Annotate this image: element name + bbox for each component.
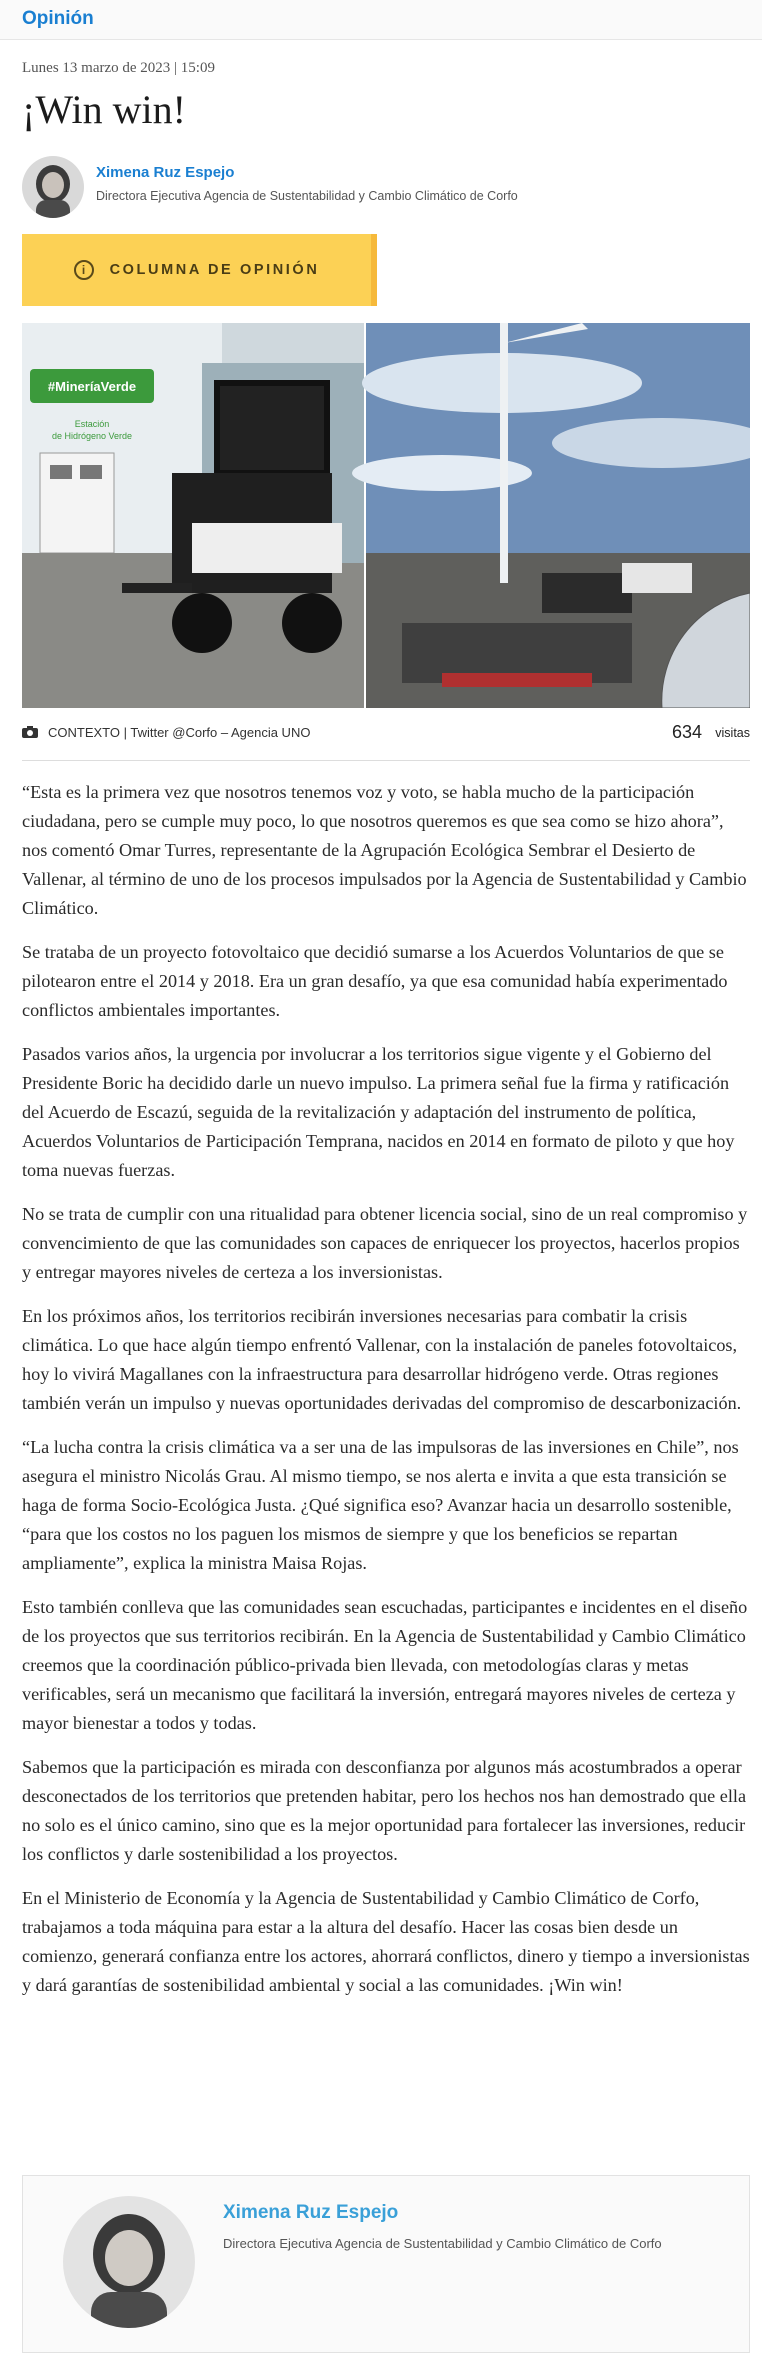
author-name-link[interactable]: Ximena Ruz Espejo — [96, 164, 235, 181]
author-card — [22, 2175, 750, 2353]
author-avatar[interactable] — [22, 156, 84, 218]
article-body — [22, 778, 750, 2015]
author-card-role: Directora Ejecutiva Agencia de Sustentabilidad y Cambio Climático de Corfo — [223, 2236, 662, 2251]
article-date: Lunes 13 marzo de 2023 | 15:09 — [22, 60, 215, 76]
paragraph: No se trata de cumplir con una ritualidad para obtener licencia social, sino de un real compromiso y convencimiento de que las comunidades son capaces de enriquecer los proyectos, hacerlos propios y entregar mayores niveles de certeza a los inversionistas. — [22, 1204, 748, 1282]
article-title: ¡Win win! — [22, 87, 186, 132]
visits-label: visitas — [715, 726, 750, 740]
author-byline — [22, 156, 742, 218]
divider — [22, 760, 750, 761]
info-icon: i — [74, 260, 94, 280]
opinion-badge-label: COLUMNA DE OPINIÓN — [109, 262, 320, 278]
paragraph: En los próximos años, los territorios recibirán inversiones necesarias para combatir la crisis climática. Lo que hace algún tiempo enfrentó Vallenar, con la instalación de paneles fotovoltaicos, hoy lo vivirá Magallanes con la infraestructura para desarrollar hidrógeno verde. Otras regiones también verán un impulso y nuevas oportunidades derivadas del compromiso de descarbonización. — [22, 1306, 742, 1413]
photo-caption-row — [22, 720, 750, 750]
paragraph: Esto también conlleva que las comunidades sean escuchadas, participantes e incidentes en el diseño de los proyectos que sus territorios recibirán. En la Agencia de Sustentabilidad y Cambio Climático creemos que la coordinación público-privada bien llevada, con metodologías claras y metas verificables, será un mecanismo que facilitará la inversión, entregará mayores niveles de certeza y mayor bienestar a todos y todas. — [22, 1597, 748, 1733]
visits-count: 634 — [671, 722, 702, 742]
author-role: Directora Ejecutiva Agencia de Sustentabilidad y Cambio Climático de Corfo — [96, 189, 518, 203]
author-card-name-link[interactable]: Ximena Ruz Espejo — [223, 2202, 399, 2223]
opinion-badge — [22, 234, 377, 306]
paragraph: Se trataba de un proyecto fotovoltaico que decidió sumarse a los Acuerdos Voluntarios de que se pilotearon entre el 2014 y 2018. Era un gran desafío, ya que esa comunidad había experimentado conflictos ambientales importantes. — [22, 942, 728, 1020]
paragraph: “La lucha contra la crisis climática va a ser una de las impulsoras de las inversiones en Chile”, nos asegura el ministro Nicolás Grau. Al mismo tiempo, se nos alerta e invita a que esta transición se haga de forma Socio-Ecológica Justa. ¿Qué significa eso? Avanzar hacia un desarrollo sostenible, “para que los costos no los paguen los mismos de siempre y que los beneficios se repartan ampliamente”, explica la ministra Maisa Rojas. — [22, 1437, 739, 1573]
author-card-avatar[interactable] — [63, 2196, 195, 2328]
paragraph: Pasados varios años, la urgencia por involucrar a los territorios sigue vigente y el Gobierno del Presidente Boric ha decidido darle un nuevo impulso. La primera señal fue la firma y ratificación del Acuerdo de Escazú, seguida de la revitalización y adaptación del instrumento de política, Acuerdos Voluntarios de Participación Temprana, nacidos en 2014 en formato de piloto y que hoy toma nuevas fuerzas. — [22, 1044, 735, 1180]
photo-caption: CONTEXTO | Twitter @Corfo – Agencia UNO — [48, 725, 311, 740]
photo-sign-subtitle-2: de Hidrógeno Verde — [51, 431, 133, 441]
section-link-opinion[interactable]: Opinión — [22, 8, 94, 29]
paragraph: En el Ministerio de Economía y la Agencia de Sustentabilidad y Cambio Climático de Corfo, trabajamos a toda máquina para estar a la altura del desafío. Hacer las cosas bien desde un comienzo, generará confianza entre los actores, ahorrará conflictos, dinero y tiempo a inversionistas y dará garantías de sostenibilidad ambiental y social a las comunidades. ¡Win win! — [22, 1888, 750, 1995]
paragraph: Sabemos que la participación es mirada con desconfianza por algunos más acostumbrados a operar desconectados de los territorios que pretenden habitar, pero los hechos nos han demostrado que ella no solo es el único camino, sino que es la mejor oportunidad para fortalecer las inversiones, reducir los conflictos y darle sostenibilidad a los proyectos. — [22, 1757, 747, 1864]
article-photo[interactable] — [22, 323, 750, 708]
camera-icon — [22, 726, 38, 738]
paragraph: “Esta es la primera vez que nosotros tenemos voz y voto, se habla mucho de la participación ciudadana, pero se cumple muy poco, lo que nosotros queremos es que sea como se hizo ahora”, nos comentó Omar Turres, representante de la Agrupación Ecológica Sembrar el Desierto de Vallenar, al término de uno de los procesos impulsados por la Agencia de Sustentabilidad y Cambio Climático. — [22, 782, 747, 918]
photo-sign-title: #MineríaVerde — [47, 379, 137, 394]
photo-sign-subtitle-1: Estación — [74, 419, 110, 429]
top-bar — [0, 0, 762, 40]
